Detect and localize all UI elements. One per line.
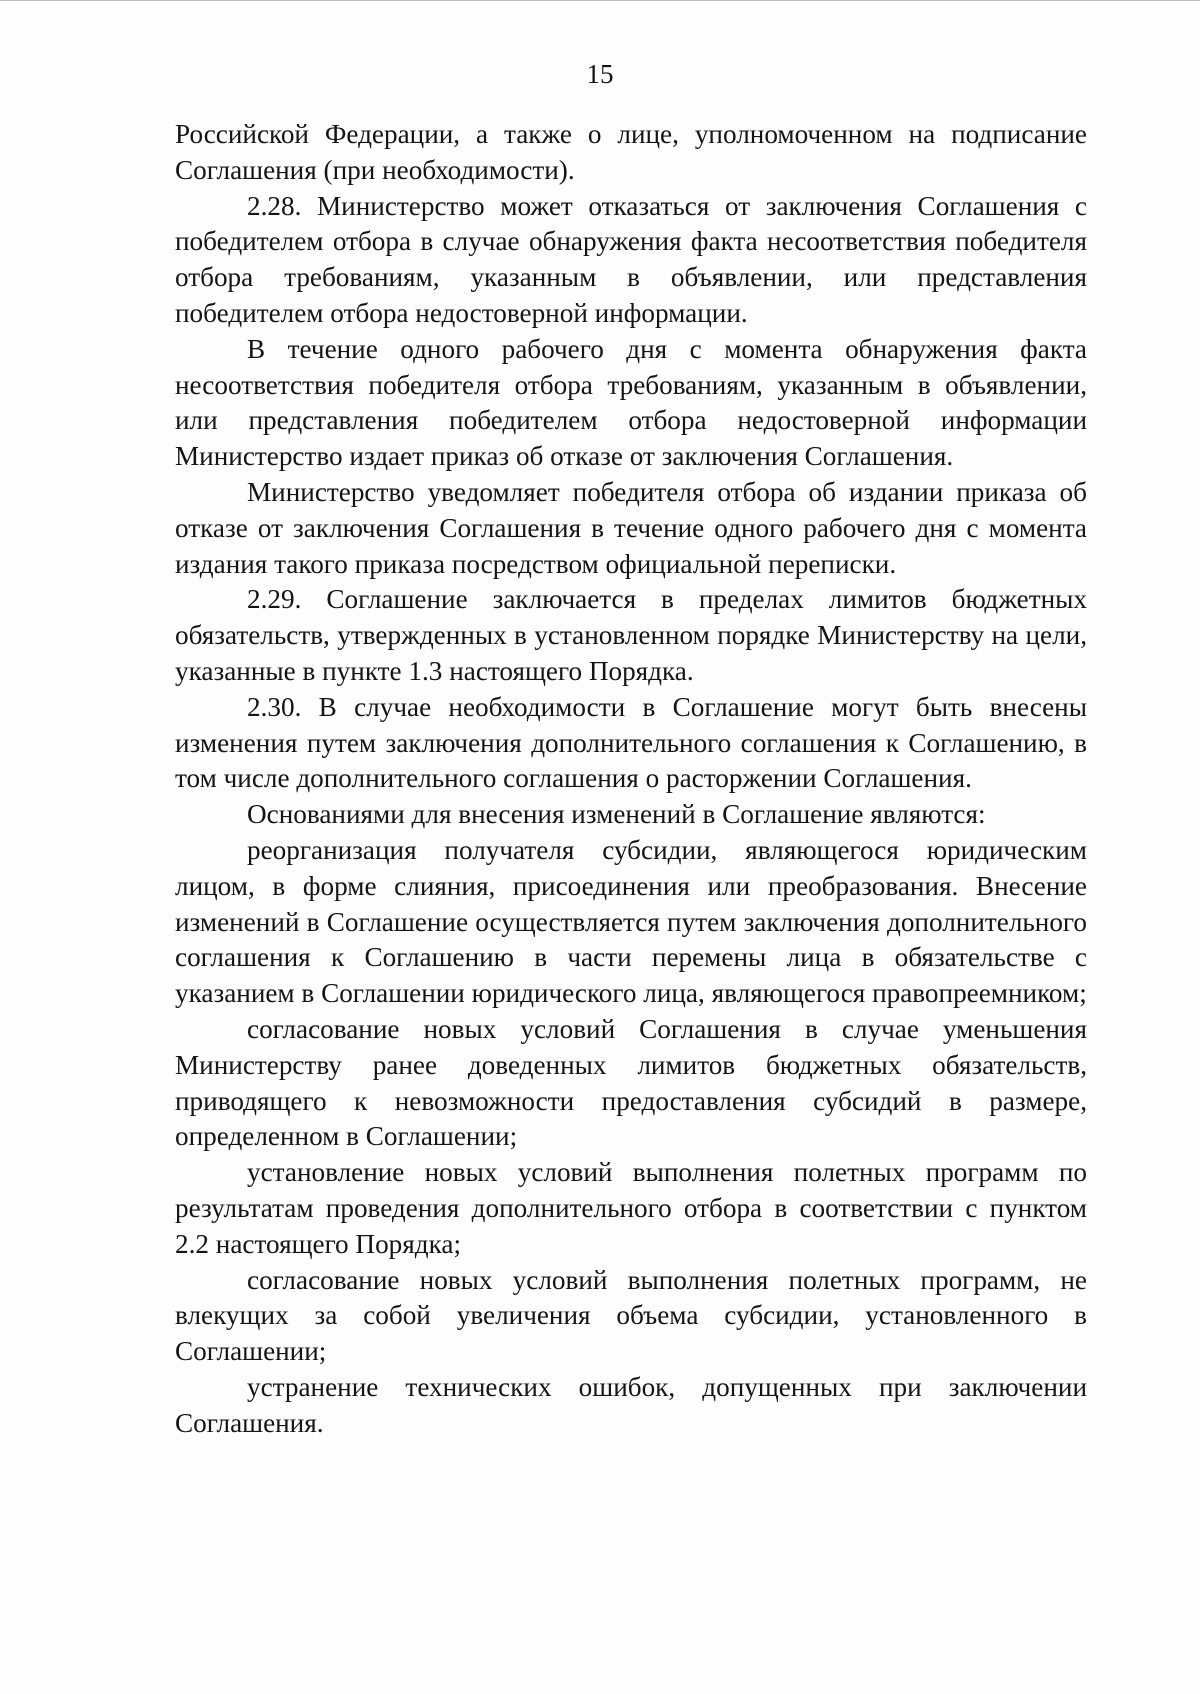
list-item-additional-selection: установление новых условий выполнения полетных программ по результатам проведения дополнительного отбора в соответствии с пунктом 2.2 настоящего Порядка; [175, 1157, 1087, 1259]
list-item-reorganization: реорганизация получателя субсидии, являющегося юридическим лицом, в форме слияния, присоединения или преобразования. Внесение изменений в Соглашение осуществляется путем заключения дополнительного соглашения к Соглашению в части перемены лица в обязательстве с указанием в Соглашении юридического лица, являющегося правопреемником; [175, 834, 1087, 1009]
paragraph-clause-2-30: 2.30. В случае необходимости в Соглашение могут быть внесены изменения путем заключения дополнительного соглашения к Соглашению, в том числе дополнительного соглашения о расторжении Соглашения. [175, 691, 1087, 794]
list-item-limits-reduction: согласование новых условий Соглашения в случае уменьшения Министерству ранее доведенных лимитов бюджетных обязательств, приводящего к невозможности предоставления субсидий в размере, определенном в Соглашении; [175, 1013, 1087, 1152]
list-item-technical-errors: устранение технических ошибок, допущенных при заключении Соглашения. [175, 1371, 1087, 1438]
paragraph-notification: Министерство уведомляет победителя отбора об издании приказа об отказе от заключения Соглашения в течение одного рабочего дня с момента издания такого приказа посредством официальной переписки. [175, 476, 1087, 579]
paragraph-refusal-order: В течение одного рабочего дня с момента обнаружения факта несоответствия победителя отбора требованиям, указанным в объявлении, или представления победителем отбора недостоверной информации Министерство издает приказ об отказе от заключения Соглашения. [175, 333, 1087, 472]
page-number: 15 [586, 59, 614, 89]
paragraph-clause-2-28: 2.28. Министерство может отказаться от заключения Соглашения с победителем отбора в случае обнаружения факта несоответствия победителя отбора требованиям, указанным в объявлении, или представления победителем отбора недостоверной информации. [175, 190, 1087, 328]
list-item-new-conditions: согласование новых условий выполнения полетных программ, не влекущих за собой увеличения объема субсидии, установленного в Соглашении; [175, 1264, 1087, 1367]
paragraph-continuation: Российской Федерации, а также о лице, уполномоченном на подписание Соглашения (при необходимости). [175, 119, 1087, 185]
document-body [175, 117, 1087, 1441]
paragraph-clause-2-29: 2.29. Соглашение заключается в пределах лимитов бюджетных обязательств, утвержденных в установленном порядке Министерству на цели, указанные в пункте 1.3 настоящего Порядка. [175, 584, 1087, 686]
paragraph-grounds-heading: Основаниями для внесения изменений в Соглашение являются: [247, 799, 986, 830]
